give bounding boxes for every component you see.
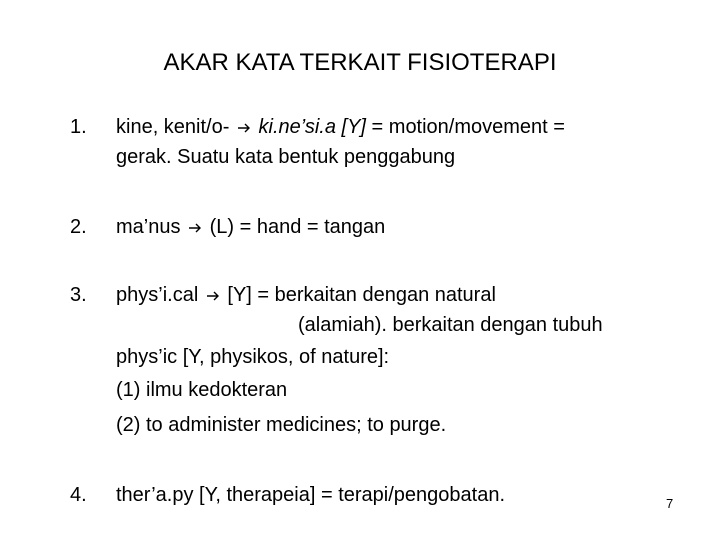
right-arrow-icon bbox=[188, 221, 202, 235]
item-1-line-2: gerak. Suatu kata bentuk penggabung bbox=[116, 146, 456, 168]
item-3-line-1 bbox=[116, 280, 496, 310]
item-1-rest: = motion/movement = bbox=[365, 116, 565, 138]
item-3-number: 3. bbox=[70, 284, 87, 306]
item-2-lead: ma’nus bbox=[116, 216, 181, 238]
item-3-rest: [Y] = berkaitan dengan natural bbox=[221, 284, 496, 306]
item-3-line-2: (alamiah). berkaitan dengan tubuh bbox=[298, 314, 603, 336]
item-2-rest: (L) = hand = tangan bbox=[204, 216, 386, 238]
item-1-italic: ki.ne’si.a [Y] bbox=[258, 116, 366, 138]
item-2-number: 2. bbox=[70, 216, 87, 238]
page-number: 7 bbox=[666, 496, 674, 511]
right-arrow-icon bbox=[206, 289, 220, 303]
item-1-lead: kine, kenit/o- bbox=[116, 116, 230, 138]
item-3-lead: phys’i.cal bbox=[116, 284, 199, 306]
slide-title-text: AKAR KATA TERKAIT FISIOTERAPI bbox=[163, 49, 557, 76]
item-3-sub-1: phys’ic [Y, physikos, of nature]: bbox=[116, 346, 390, 368]
item-3-sub-3: (2) to administer medicines; to purge. bbox=[116, 414, 447, 436]
item-4-line-1: ther’a.py [Y, therapeia] = terapi/pengobatan. bbox=[116, 484, 505, 506]
slide-title bbox=[0, 48, 720, 78]
item-4-number: 4. bbox=[70, 484, 87, 506]
item-3-sub-2: (1) ilmu kedokteran bbox=[116, 379, 288, 401]
item-2-line-1 bbox=[116, 212, 385, 242]
item-1-number: 1. bbox=[70, 116, 87, 138]
right-arrow-icon bbox=[237, 121, 251, 135]
item-1-line-1 bbox=[116, 112, 565, 142]
